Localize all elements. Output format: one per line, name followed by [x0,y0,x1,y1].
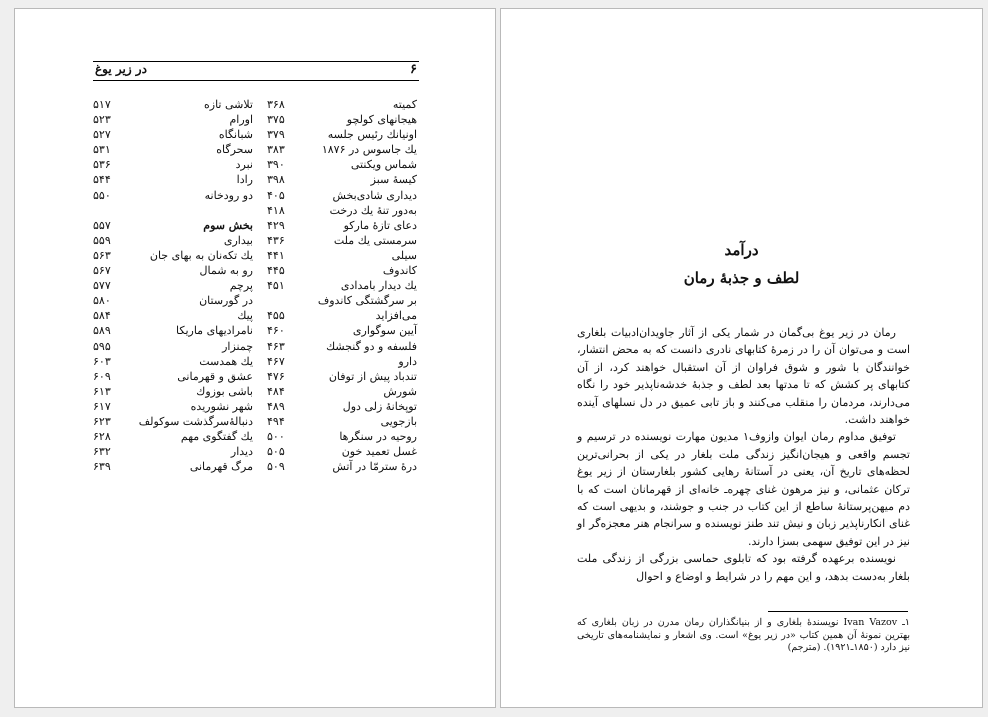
toc-entry-title: دنبالهٔ‌سرگذشت سوکولف [138,414,253,428]
toc-entry-page: ۵۸۴ [93,309,111,323]
toc-entry [93,354,253,369]
toc-entry [267,369,417,384]
toc-entry-title: در گورستان [199,294,253,308]
toc-entry [93,293,253,308]
toc-entry [267,339,417,354]
toc-entry [267,444,417,459]
toc-entry-title: بر سرگشتگی کاندوف [317,294,417,308]
toc-entry-page: ۶۲۳ [93,414,111,428]
toc-entry [267,233,417,248]
toc-entry [93,459,253,474]
toc-entry-title: سرمستی يك ملت [333,233,417,247]
toc-entry-title: رو به شمال [199,264,253,278]
toc-entry-page: ۵۴۴ [93,173,111,187]
toc-entry-title: سیلی [391,248,417,262]
toc-entry [93,429,253,444]
toc-entry-page: ۴۵۱ [267,279,285,293]
toc-entry [93,278,253,293]
toc-entry-title: آیین سوگواری [352,324,417,338]
toc-entry-title: نبرد [235,158,253,172]
toc-entry-page: ۴۲۹ [267,218,285,232]
toc-entry-page: ۴۵۵ [267,309,285,323]
toc-entry-title: بازجویی [380,414,417,428]
toc-entry-page: ۳۹۰ [267,158,285,172]
toc-entry-page: ۴۴۵ [267,264,285,278]
toc-entry-page: ۵۸۰ [93,294,111,308]
toc-entry [267,172,417,187]
toc-entry-page: ۵۱۷ [93,98,111,111]
page-number: ۶ [410,62,417,77]
toc-entry-title: توپخانهٔ زلی دول [342,399,417,413]
toc-entry-page: ۶۳۹ [93,460,111,474]
paragraph: رمان در زیر یوغ بی‌گمان در شمار یکی از آثار جاویدان‌ادبیات بلغاری است و می‌توان آن را در زمرهٔ کتابهای نادری دانست که به محض انتشار، خوانندگان با شور و شوق فراوان از آن استقبال خواهند کرد، از آن کتابهای پر کشش که تا مدتها بعد لطف و جذبهٔ خدشه‌ناپذیر خود را نگاه می‌دارند، مردمان را منقلب می‌کنند و باز تابی عمیق در دل نسلهای آینده خواهند داشت. [577,326,910,427]
toc-entry [93,97,253,112]
toc-entry [267,203,417,218]
toc-entry [267,414,417,429]
toc-entry-title: کمیته [392,98,417,111]
toc-entry-page: ۵۹۵ [93,339,111,353]
toc-entry-title: دعای تازهٔ مارکو [343,218,417,232]
toc-entry [267,97,417,112]
toc-entry-title: تندباد پیش از توفان [328,369,417,383]
toc-entry [267,293,417,308]
toc-entry [93,127,253,142]
toc-entry-page: ۵۵۷ [93,218,111,232]
toc-entry-title: شماس ويکنتی [350,158,417,172]
toc-entry [267,157,417,172]
toc-entry-page: ۵۰۰ [267,430,285,444]
toc-entry [93,444,253,459]
toc-entry [267,308,417,323]
toc-entry-page: ۵۰۹ [267,460,285,474]
toc-entry-title: يك تکه‌نان به بهای جان [149,248,253,262]
toc-entry-title: يك همدست [199,354,253,368]
toc-entry [93,172,253,187]
toc-entry-title: شورش [383,384,417,398]
toc-entry [267,399,417,414]
toc-entry-page: ۶۱۷ [93,399,111,413]
toc-entry [267,248,417,263]
toc-entry-page: ۴۷۶ [267,369,285,383]
toc-entry-title: پرچم [229,279,253,293]
toc-entry-title: تلاشی تازه [204,98,253,111]
toc-entry-page: ۴۸۹ [267,399,285,413]
toc-entry-title: اورام [229,113,253,127]
left-page [14,8,496,708]
toc-entry-page: ۴۹۴ [267,414,285,428]
toc-entry [267,278,417,293]
toc-entry-title: چمنزار [222,339,253,353]
toc-entry-page: ۶۳۲ [93,445,111,459]
toc-entry-title: سحرگاه [216,143,253,157]
toc-entry [93,157,253,172]
toc-entry-page: ۴۳۶ [267,233,285,247]
toc-entry-page: ۴۸۴ [267,384,285,398]
toc-entry-page: ۵۸۹ [93,324,111,338]
toc-entry [267,323,417,338]
toc-entry-page: ۴۴۱ [267,248,285,262]
toc-entry-title: يك جاسوس در ۱۸۷۶ [321,143,417,157]
toc-entry-page: ۵۳۶ [93,158,111,172]
toc-entry-title: يك گفتگوی مهم [180,430,253,444]
toc-entry-title: غسل تعمید خون [341,445,417,459]
chapter-title: درآمد [724,241,759,259]
toc-entry-page: ۵۳۱ [93,143,111,157]
toc-entry [267,188,417,203]
toc-entry-title: پیك [237,309,253,323]
toc-entry [267,218,417,233]
footnote: ۱ـ Ivan Vazov نویسندهٔ بلغاری و از بنیانگذاران رمان مدرن در زبان بلغاری که بهترین نمونهٔ آن همین کتاب «در زیر یوغ» است. وی اشعار و نمایشنامه‌های تاریخی نیز دارد (۱۸۵۰ـ۱۹۲۱). (مترجم) [577,617,910,653]
toc-entry-page: ۴۶۷ [267,354,285,368]
toc-entry-title: عشق و قهرمانی [177,369,253,383]
paragraph: توفیق مداوم رمان ایوان وازوف۱ مدیون مهارت نویسنده در ترسیم و تجسم واقعی و هیجان‌انگیز زندگی ملت بلغار در یکی از بحرانی‌ترین لحظه‌های تاریخ آن، یعنی در آستانهٔ رهایی کشور بلغارستان از زیر یوغ ترکان عثمانی، و نیز مرهون غنای چهره‌ـ خانه‌ای از قهرمانان است که با دم میهن‌پرستانهٔ ساطع از این کتاب در جنب و جوشند، و بدیهی است که غنای انکارناپذیر زبان و نیش تند طنز نویسنده و سرانجام هنر معجزه‌گر او نیز در این توفیق سهمی بسزا دارند. [577,430,910,548]
toc-entry-page: ۳۷۵ [267,113,285,127]
toc-entry-title: فلسفه و دو گنجشك [326,339,417,353]
toc-entry-title: بیداری [223,233,253,247]
toc-entry-title: می‌افزاید [375,309,417,323]
toc-entry-page: ۴۶۳ [267,339,285,353]
toc-entry [267,459,417,474]
toc-entry-title: به‌دور تنهٔ يك درخت [329,203,417,217]
toc-entry-title: مرگ قهرمانی [189,460,253,474]
toc-entry [93,369,253,384]
toc-entry-page: ۶۰۹ [93,369,111,383]
toc-entry-title: شبانگاه [218,128,253,142]
toc-entry [267,354,417,369]
toc-entry-page: ۵۷۷ [93,279,111,293]
toc-entry-title: رادا [236,173,253,187]
toc-entry-page: ۳۸۳ [267,143,285,157]
toc-entry-page: ۶۱۳ [93,384,111,398]
toc-entry-title: کیسهٔ سبز [370,173,417,187]
toc-column-left [93,97,253,474]
right-page [500,8,983,708]
toc-entry [267,112,417,127]
toc-entry [93,142,253,157]
toc-entry-title: باشی بوزوك [196,384,253,398]
toc-entry-title: دیدار [230,445,253,459]
toc-entry-title: دارو [398,354,417,368]
toc-entry [93,414,253,429]
toc-entry [93,399,253,414]
toc-entry [93,203,253,218]
toc-entry [267,263,417,278]
toc-entry-page: ۴۰۵ [267,188,285,202]
toc-entry [267,429,417,444]
toc-entry [93,248,253,263]
toc-entry-title: هیجانهای کولچو [346,113,417,127]
paragraph: نویسنده برعهده گرفته بود که تابلوی حماسی بزرگی از زندگی ملت بلغار به‌دست بدهد، و این مهم را در شرایط و اوضاع و احوال [577,552,910,583]
toc-entry [267,142,417,157]
toc-entry-page: ۳۹۸ [267,173,285,187]
toc-entry-page: ۳۷۹ [267,128,285,142]
toc-entry [267,384,417,399]
running-title: در زیر یوغ [95,62,147,76]
chapter-subtitle: لطف و جذبهٔ رمان [683,269,800,287]
toc-entry-page: ۵۵۰ [93,188,111,202]
toc-entry-page: ۵۶۷ [93,264,111,278]
toc-entry-title: اونیانك رئیس جلسه [327,128,417,142]
toc-entry [93,384,253,399]
toc-entry-page: ۶۰۳ [93,354,111,368]
toc-entry-page: ۵۵۹ [93,233,111,247]
toc-entry [93,188,253,203]
toc-entry [93,263,253,278]
toc-entry-title: کاندوف [382,264,417,278]
toc-entry-title: دیداری شادی‌بخش [332,188,417,202]
toc-entry [93,323,253,338]
toc-entry-page: ۳۶۸ [267,98,285,111]
toc-entry-page: ۵۲۷ [93,128,111,142]
toc-entry-title: نامرادیهای ماریکا [176,324,253,338]
toc-entry [93,308,253,323]
toc-entry [93,339,253,354]
toc-entry-title: دو رودخانه [204,188,253,202]
footnote-divider [768,611,908,612]
toc-entry-title: بخش سوم [203,218,253,232]
toc-entry-page: ۵۲۳ [93,113,111,127]
toc-entry-page: ۶۲۸ [93,430,111,444]
running-header [93,61,419,81]
toc-entry [93,112,253,127]
toc-entry-page: ۵۶۳ [93,248,111,262]
toc-entry-title: يك ديدار بامدادی [340,279,417,293]
toc-entry-title: درهٔ سترمّا در آتش [332,460,417,474]
toc-entry-page: ۴۱۸ [267,203,285,217]
toc-entry-page: ۵۰۵ [267,445,285,459]
toc-entry-title: شهر نشوریده [190,399,253,413]
toc-entry [93,218,253,233]
body-text [577,324,910,585]
toc-entry [93,233,253,248]
toc-entry-title: روحیه در سنگرها [339,430,417,444]
toc-entry [267,127,417,142]
toc-column-right [267,97,417,474]
toc-entry-page: ۴۶۰ [267,324,285,338]
